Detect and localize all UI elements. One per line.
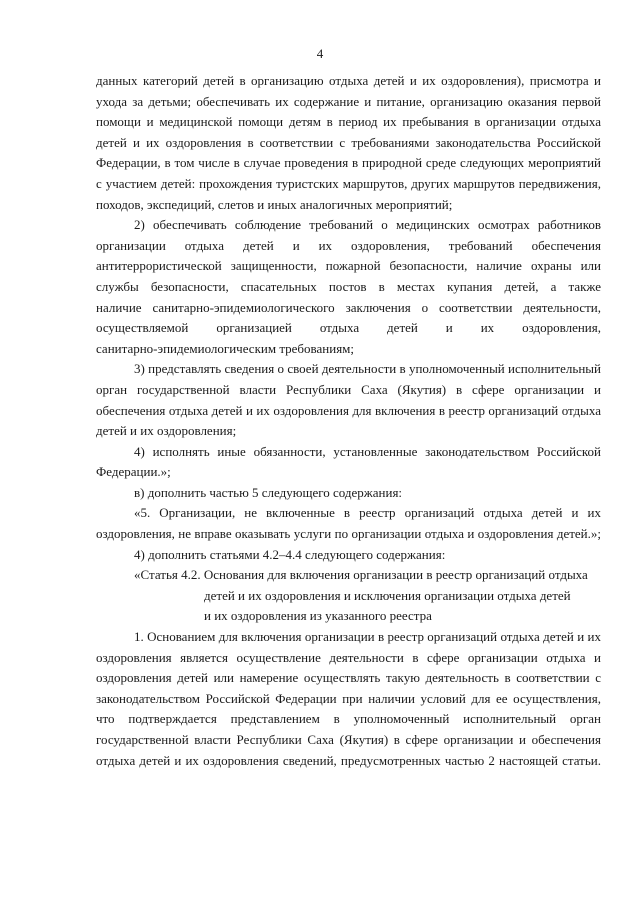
text-line: «5. Организации, не включенные в реестр организаций отдыха детей и их xyxy=(134,505,601,521)
text-line: данных категорий детей в организацию отдыха детей и их оздоровления), присмотра и xyxy=(96,73,601,88)
text-line: в) дополнить частью 5 следующего содержания: xyxy=(134,484,403,500)
text-line: и их оздоровления из указанного реестра xyxy=(204,608,432,624)
text-line: организации отдыха детей и их оздоровления, требований обеспечения xyxy=(96,237,601,253)
text-line: службы безопасности, спасательных постов в местах купания детей, а также xyxy=(96,278,601,294)
text-line: антитеррористической защищенности, пожарной безопасности, наличие охраны или xyxy=(96,258,601,274)
text-line: оздоровления детей или намерение осуществлять такую деятельность в соответствии с xyxy=(96,670,601,686)
text-line: детей и их оздоровления и исключения организации отдыха детей xyxy=(204,587,571,603)
document-body xyxy=(96,71,601,771)
text-line: что подтверждается представлением в уполномоченный исполнительный орган xyxy=(96,711,601,727)
text-line: ухода за детьми; обеспечивать их содержание и питание, организацию оказания первой xyxy=(96,93,601,109)
text-line: помощи и медицинской помощи детям в период их пребывания в организации отдыха xyxy=(96,114,601,130)
text-line: оздоровления, не вправе оказывать услуги по организации отдыха и оздоровления детей.»; xyxy=(96,526,601,542)
text-line: детей и их оздоровления; xyxy=(96,423,237,439)
text-line: орган государственной власти Республики Саха (Якутия) в сфере организации и xyxy=(96,381,601,397)
text-line: законодательством Российской Федерации при наличии условий для ее осуществления, xyxy=(96,690,601,706)
text-line: «Статья 4.2. Основания для включения организации в реестр организаций отдыха xyxy=(134,567,588,583)
text-line: санитарно-эпидемиологическим требованиям; xyxy=(96,340,355,356)
text-line: 2) обеспечивать соблюдение требований о медицинских осмотрах работников xyxy=(134,217,601,233)
text-line: осуществляемой организацией отдыха детей и их оздоровления, xyxy=(96,320,601,336)
text-line: детей и их оздоровления в соответствии с требованиями законодательства Российской xyxy=(96,134,601,150)
text-line: походов, экспедиций, слетов и иных аналогичных мероприятий; xyxy=(96,196,453,212)
page-number: 4 xyxy=(316,46,324,61)
text-line: наличие санитарно-эпидемиологического заключения о соответствии деятельности, xyxy=(96,299,601,315)
text-line: оздоровления является осуществление деятельности в сфере организации отдыха и xyxy=(96,649,601,665)
text-line: Федерации, в том числе в случае проведения в природной среде следующих мероприятий xyxy=(96,155,601,171)
text-line: обеспечения отдыха детей и их оздоровления для включения в реестр организаций отдыха xyxy=(96,402,601,418)
text-line: 4) исполнять иные обязанности, установленные законодательством Российской xyxy=(134,443,601,459)
text-line: 3) представлять сведения о своей деятельности в уполномоченный исполнительный xyxy=(134,361,601,377)
text-line: 1. Основанием для включения организации в реестр организаций отдыха детей и их xyxy=(134,629,601,645)
text-line: с участием детей: прохождения туристских маршрутов, других маршрутов передвижения, xyxy=(96,175,601,191)
text-line: отдыха детей и их оздоровления сведений, предусмотренных частью 2 настоящей статьи. xyxy=(96,752,601,768)
text-line: 4) дополнить статьями 4.2–4.4 следующего содержания: xyxy=(134,546,446,562)
text-line: государственной власти Республики Саха (Якутия) в сфере организации и обеспечения xyxy=(96,732,601,747)
text-line: Федерации.»; xyxy=(96,464,171,480)
